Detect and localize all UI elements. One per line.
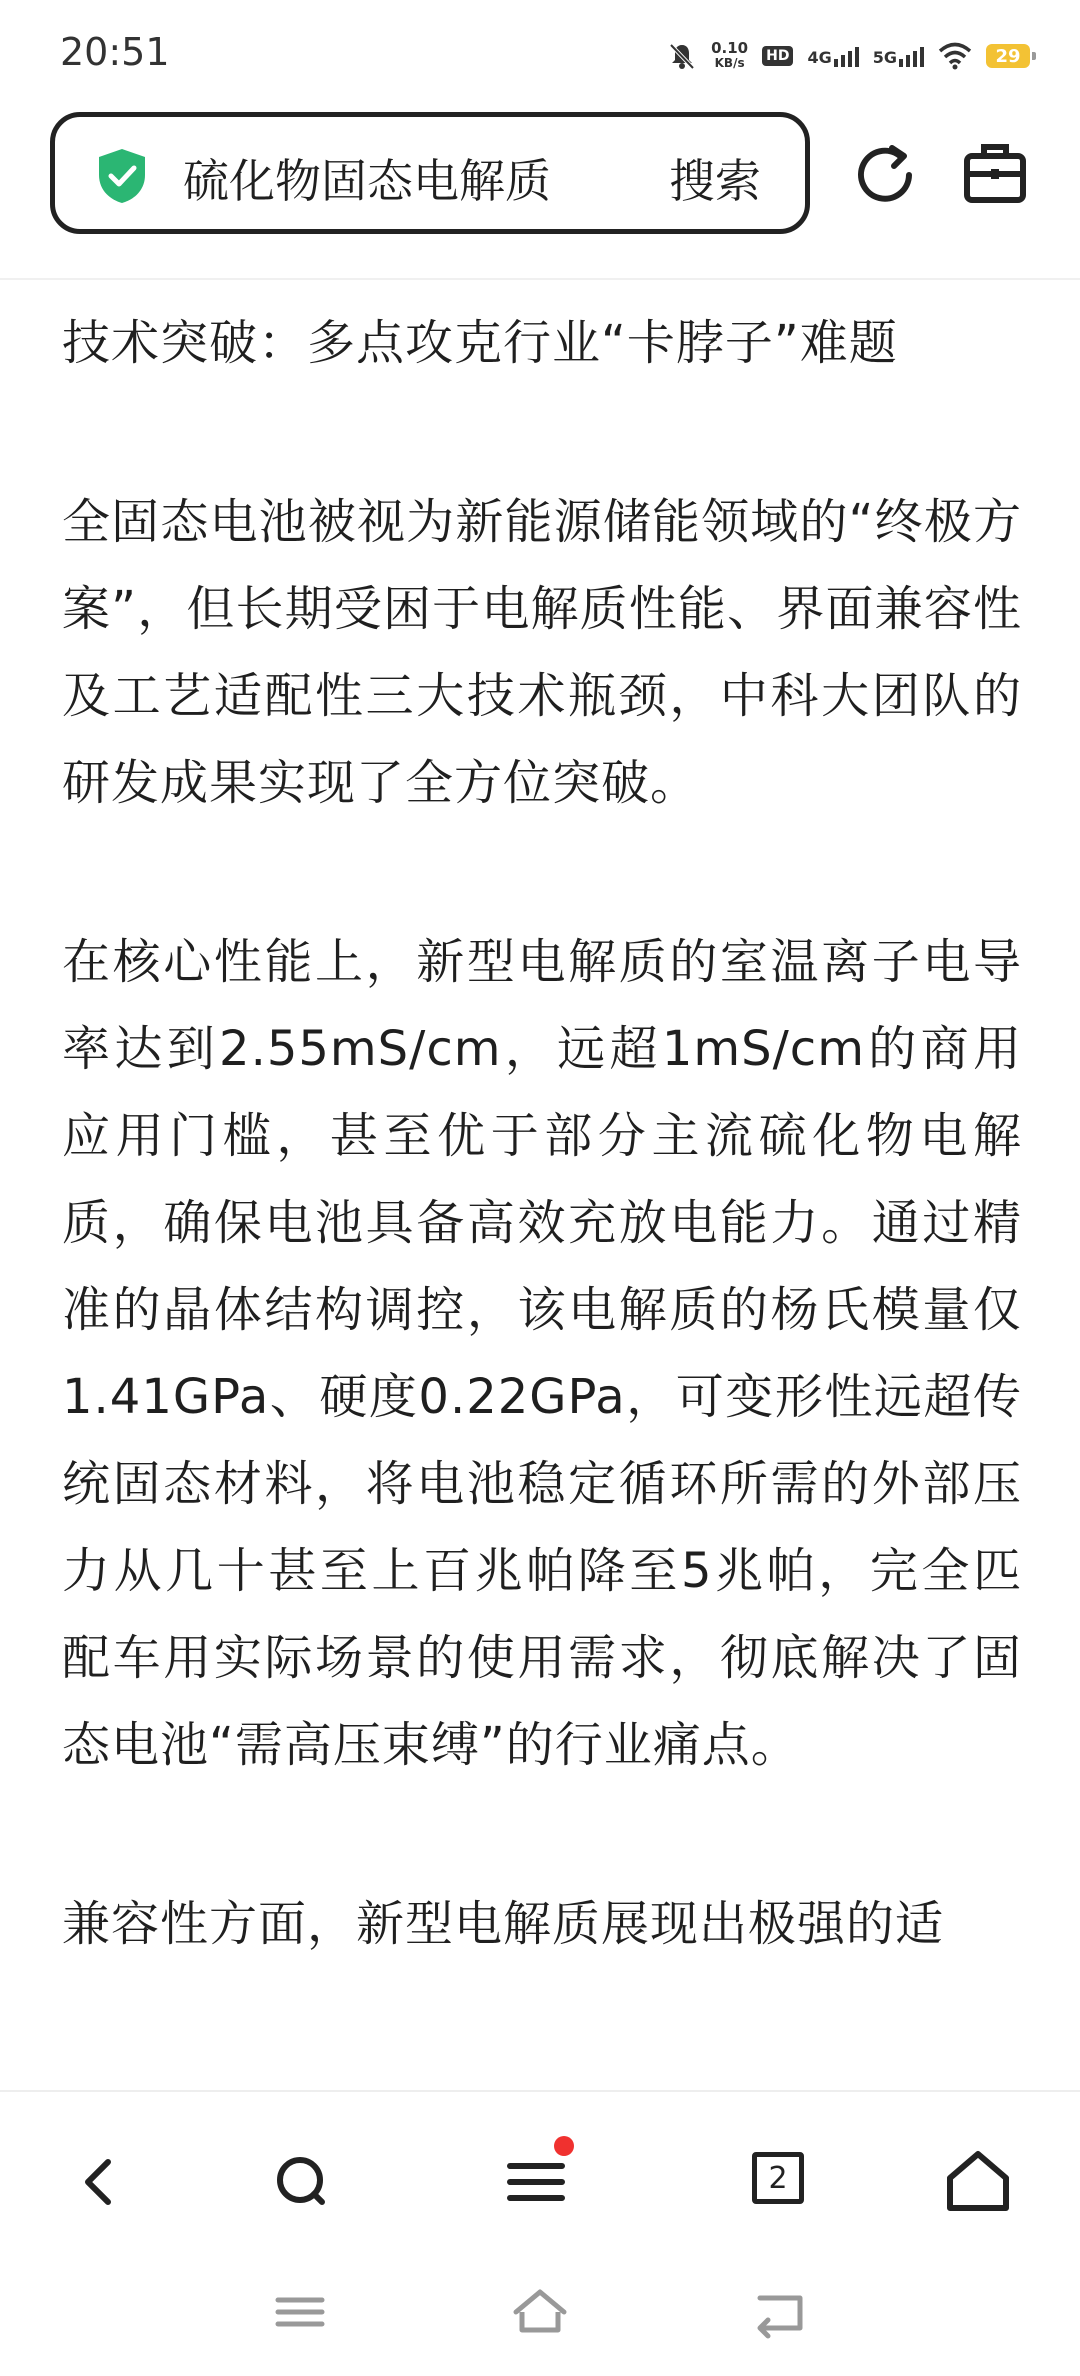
search-query[interactable]: 硫化物固态电解质 (183, 154, 551, 208)
recents-icon[interactable] (270, 2282, 330, 2342)
article-body (62, 300, 1022, 2090)
net-speed-value: 0.10 (711, 39, 749, 57)
refresh-icon[interactable] (852, 142, 918, 208)
status-icons (667, 34, 1030, 78)
sim1-label: 4G (807, 48, 832, 67)
article-paragraph: 全固态电池被视为新能源储能领域的“终极方案”，但长期受困于电解质性能、界面兼容性及工艺适配性三大技术瓶颈，中科大团队的研发成果实现了全方位突破。 (62, 494, 1022, 811)
article-paragraph: 在核心性能上，新型电解质的室温离子电导率达到2.55mS/cm，远超1mS/cm的商用应用门槛，甚至优于部分主流硫化物电解质，确保电池具备高效充放电能力。通过精准的晶体结构调控，该电解质的杨氏模量仅1.41GPa、硬度0.22GPa，可变形性远超传统固态材料，将电池稳定循环所需的外部压力从几十甚至上百兆帕降至5兆帕，完全匹配车用实际场景的使用需求，彻底解决了固态电池“需高压束缚”的行业痛点。 (62, 934, 1022, 1773)
system-navigation (0, 2260, 1080, 2376)
hd-badge: HD (762, 46, 793, 66)
article-paragraph: 兼容性方面，新型电解质展现出极强的适 (62, 1896, 945, 1952)
signal-bars-icon (834, 45, 859, 67)
browser-header (0, 110, 1080, 280)
system-home-icon[interactable] (510, 2282, 570, 2342)
article-heading: 技术突破：多点攻克行业“卡脖子”难题 (62, 315, 898, 371)
menu-button[interactable] (498, 2142, 578, 2222)
shield-icon (95, 147, 149, 205)
wifi-icon (938, 42, 972, 70)
sim1-signal (807, 45, 858, 67)
search-bar[interactable] (50, 112, 810, 234)
tabs-button[interactable] (742, 2142, 822, 2222)
search-button[interactable]: 搜索 (669, 154, 761, 208)
sim2-signal (873, 45, 924, 67)
clock: 20:51 (60, 30, 170, 74)
browser-bottom-nav (0, 2090, 1080, 2262)
system-back-icon[interactable] (750, 2282, 810, 2342)
notification-dot (554, 2136, 574, 2156)
toolbox-icon[interactable] (962, 140, 1028, 206)
net-speed (711, 41, 748, 71)
net-speed-unit: KB/s (714, 56, 745, 70)
status-bar (0, 0, 1080, 110)
signal-bars-icon (899, 45, 924, 67)
battery-icon (986, 44, 1030, 68)
back-icon[interactable] (60, 2142, 140, 2222)
battery-level: 29 (995, 45, 1021, 67)
search-icon[interactable] (262, 2142, 342, 2222)
home-icon[interactable] (938, 2142, 1018, 2222)
mute-icon (667, 41, 697, 71)
sim2-label: 5G (872, 48, 897, 67)
tabs-icon: 2 (752, 2152, 804, 2204)
